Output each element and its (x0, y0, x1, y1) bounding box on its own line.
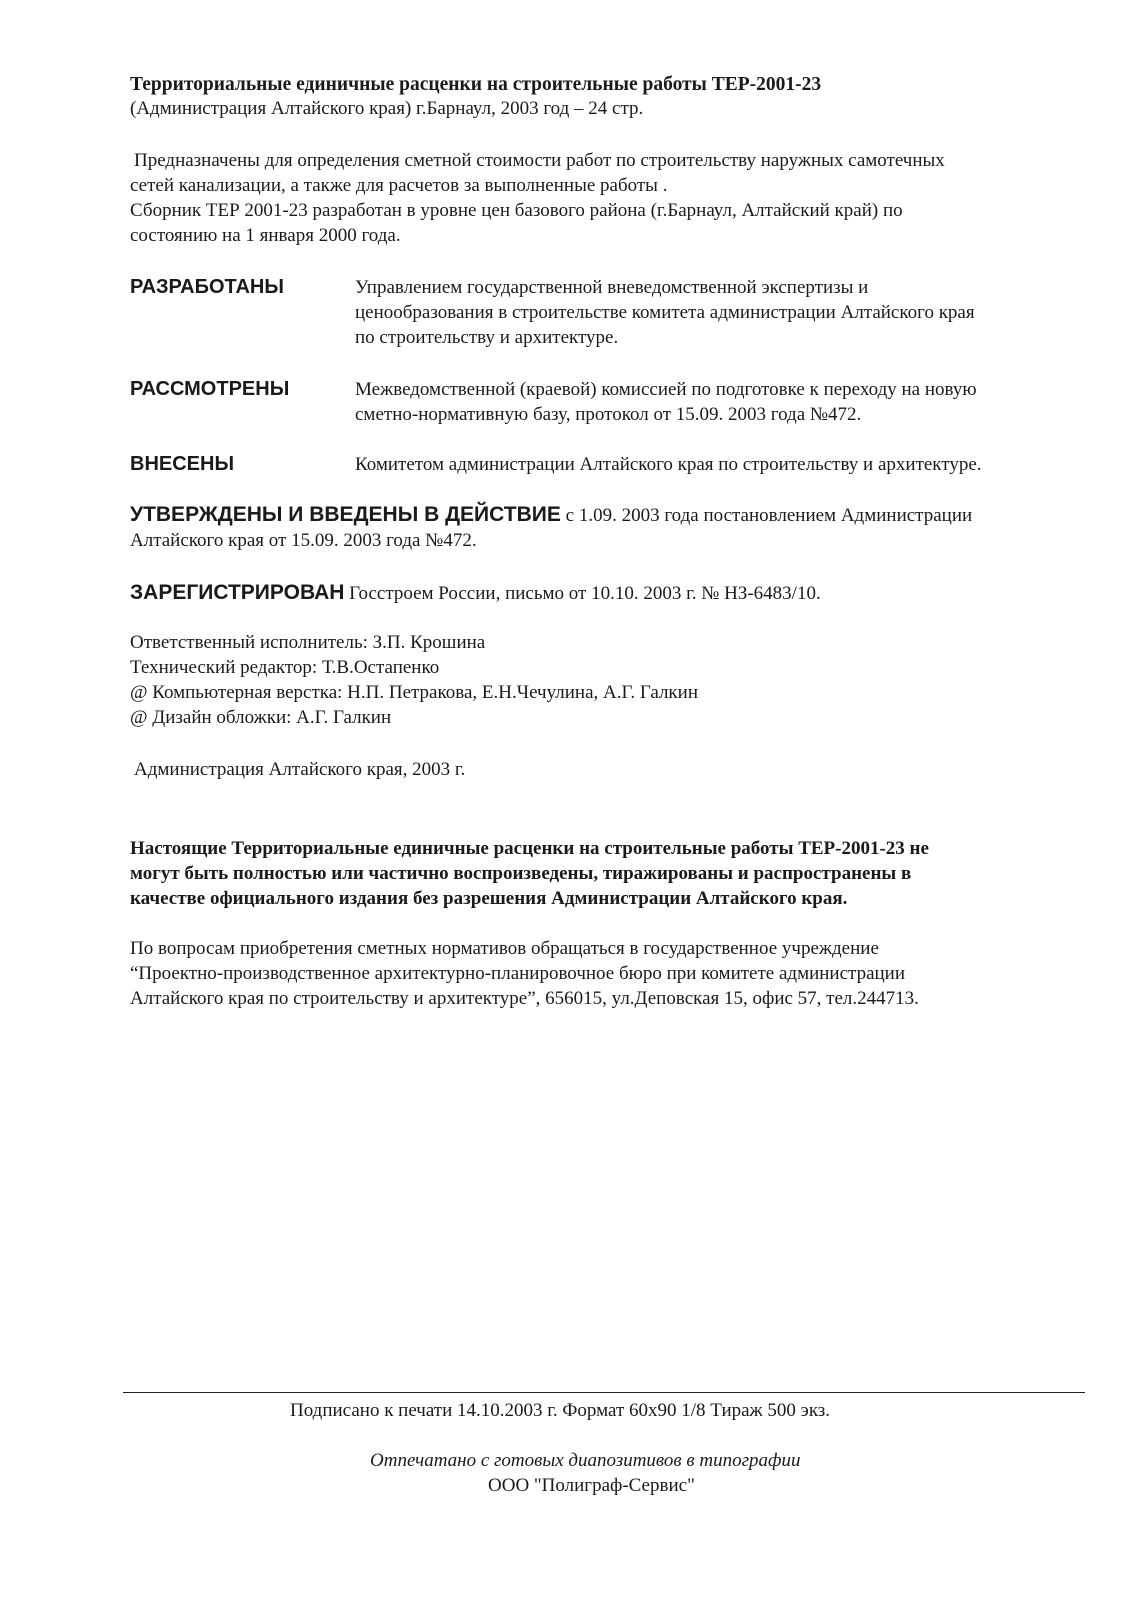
credit-editor: Технический редактор: Т.В.Остапенко (130, 657, 440, 678)
purpose-line-1: Предназначены для определения сметной стоимости работ по строительству наружных самотечных (134, 150, 945, 171)
credit-cover-design: @ Дизайн обложки: А.Г. Галкин (130, 707, 392, 728)
notice-line-3: качестве официального издания без разрешения Администрации Алтайского края. (130, 888, 848, 909)
copyright-text: Администрация Алтайского края, 2003 г. (134, 759, 466, 780)
developed-line-2: ценообразования в строительстве комитета администрации Алтайского края (355, 302, 975, 323)
purpose-line-2: сетей канализации, а также для расчетов за выполненные работы . (130, 175, 668, 196)
submitted-label: ВНЕСЕНЫ (130, 453, 235, 475)
footer-printed-line-1: Отпечатано с готовых диапозитивов в типографии (370, 1450, 801, 1471)
submitted-text: Комитетом администрации Алтайского края по строительству и архитектуре. (355, 454, 982, 475)
document-subtitle: (Администрация Алтайского края) г.Барнаул, 2003 год – 24 стр. (130, 98, 644, 119)
reviewed-line-2: сметно-нормативную базу, протокол от 15.09. 2003 года №472. (355, 404, 862, 425)
registered-text: Госстроем России, письмо от 10.10. 2003 г. № НЗ-6483/10. (344, 583, 821, 604)
purpose-line-3: Сборник ТЕР 2001-23 разработан в уровне цен базового района (г.Барнаул, Алтайский край) по (130, 200, 903, 221)
contact-line-3: Алтайского края по строительству и архитектуре”, 656015, ул.Деповская 15, офис 57, тел.244713. (130, 988, 919, 1009)
footer-signed: Подписано к печати 14.10.2003 г. Формат 60х90 1/8 Тираж 500 экз. (290, 1400, 831, 1421)
approved-line-2: Алтайского края от 15.09. 2003 года №472. (130, 530, 477, 551)
purpose-line-4: состоянию на 1 января 2000 года. (130, 225, 401, 246)
reviewed-label: РАССМОТРЕНЫ (130, 378, 290, 400)
approved-text: с 1.09. 2003 года постановлением Администрации (560, 505, 973, 526)
developed-line-3: по строительству и архитектуре. (355, 327, 619, 348)
registered-line (130, 580, 821, 606)
notice-line-2: могут быть полностью или частично воспроизведены, тиражированы и распространены в (130, 863, 912, 884)
registered-label: ЗАРЕГИСТРИРОВАН (130, 581, 345, 604)
notice-line-1: Настоящие Территориальные единичные расценки на строительные работы ТЕР-2001-23 не (130, 838, 929, 859)
document-title: Территориальные единичные расценки на строительные работы ТЕР-2001-23 (130, 74, 822, 95)
contact-line-1: По вопросам приобретения сметных нормативов обращаться в государственное учреждение (130, 938, 879, 959)
contact-line-2: “Проектно-производственное архитектурно-планировочное бюро при комитете администрации (130, 963, 906, 984)
developed-line-1: Управлением государственной вневедомственной экспертизы и (355, 277, 869, 298)
footer-divider (123, 1392, 1085, 1393)
footer-printed-line-2: ООО "Полиграф-Сервис" (488, 1475, 695, 1496)
developed-label: РАЗРАБОТАНЫ (130, 276, 284, 298)
reviewed-line-1: Межведомственной (краевой) комиссией по подготовке к переходу на новую (355, 379, 977, 400)
credit-responsible: Ответственный исполнитель: З.П. Крошина (130, 632, 486, 653)
approved-label: УТВЕРЖДЕНЫ И ВВЕДЕНЫ В ДЕЙСТВИЕ (130, 503, 561, 526)
credit-layout: @ Компьютерная верстка: Н.П. Петракова, Е.Н.Чечулина, А.Г. Галкин (130, 682, 698, 703)
approved-line-1 (130, 502, 972, 528)
